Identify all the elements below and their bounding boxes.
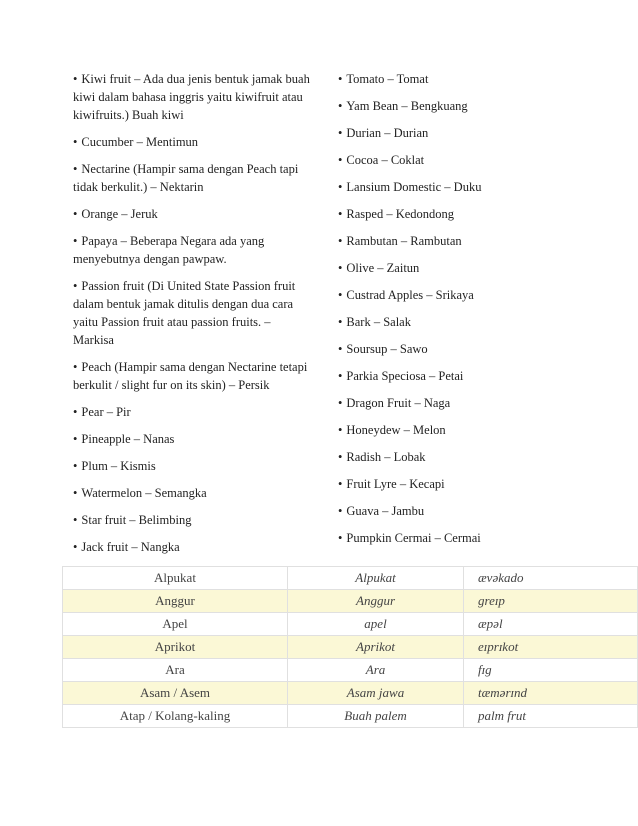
list-item-text: Honeydew – Melon [346,423,446,437]
list-item-text: Passion fruit (Di United State Passion fruit dalam bentuk jamak ditulis dengan dua cara yaitu Passion fruit atau passion fruits. – Markisa [73,279,296,347]
translation-cell: Buah palem [288,705,464,728]
list-item-text: Jack fruit – Nangka [81,540,180,554]
list-item [338,475,598,493]
indonesian-word-cell: Alpukat [63,567,288,590]
list-item-text: Bark – Salak [346,315,411,329]
indonesian-word-cell: Ara [63,659,288,682]
list-item-text: Yam Bean – Bengkuang [346,99,468,113]
left-fruit-list [73,70,313,565]
vocabulary-table [62,566,638,728]
translation-cell: Asam jawa [288,682,464,705]
bullet-icon: • [73,405,78,419]
list-item-text: Lansium Domestic – Duku [346,180,482,194]
bullet-icon: • [338,477,343,491]
list-item-text: Pineapple – Nanas [81,432,175,446]
list-item [338,421,598,439]
bullet-icon: • [73,234,78,248]
indonesian-word-cell: Anggur [63,590,288,613]
list-item [73,160,313,196]
bullet-icon: • [73,162,78,176]
bullet-icon: • [338,207,343,221]
list-item-text: Nectarine (Hampir sama dengan Peach tapi tidak berkulit.) – Nektarin [73,162,299,194]
pronunciation-cell: fɪg [464,659,638,682]
list-item [73,403,313,421]
list-item [338,259,598,277]
list-item-text: Peach (Hampir sama dengan Nectarine tetapi berkulit / slight fur on its skin) – Persik [73,360,308,392]
bullet-icon: • [338,261,343,275]
list-item-text: Radish – Lobak [346,450,426,464]
bullet-icon: • [73,72,78,86]
list-item [338,124,598,142]
bullet-icon: • [73,207,78,221]
list-item-text: Parkia Speciosa – Petai [346,369,464,383]
list-item-text: Guava – Jambu [346,504,425,518]
list-item [338,97,598,115]
list-item [338,394,598,412]
list-item [73,70,313,124]
list-item-text: Durian – Durian [346,126,429,140]
bullet-icon: • [338,72,343,86]
list-item-text: Papaya – Beberapa Negara ada yang menyebutnya dengan pawpaw. [73,234,265,266]
list-item [73,205,313,223]
translation-cell: Anggur [288,590,464,613]
vocabulary-table-body [63,567,638,728]
bullet-icon: • [338,315,343,329]
bullet-icon: • [338,126,343,140]
list-item-text: Tomato – Tomat [346,72,429,86]
bullet-icon: • [338,531,343,545]
bullet-icon: • [338,153,343,167]
list-item [338,529,598,547]
indonesian-word-cell: Asam / Asem [63,682,288,705]
list-item-text: Fruit Lyre – Kecapi [346,477,445,491]
list-item [338,70,598,88]
bullet-icon: • [73,513,78,527]
table-row [63,613,638,636]
bullet-icon: • [73,459,78,473]
translation-cell: apel [288,613,464,636]
bullet-icon: • [338,504,343,518]
table-row [63,590,638,613]
bullet-icon: • [338,180,343,194]
table-row [63,705,638,728]
bullet-icon: • [73,540,78,554]
table-row [63,636,638,659]
list-item [338,367,598,385]
bullet-icon: • [338,396,343,410]
bullet-icon: • [338,99,343,113]
bullet-icon: • [338,450,343,464]
list-item [73,358,313,394]
list-item [338,232,598,250]
list-item-text: Orange – Jeruk [81,207,158,221]
bullet-icon: • [73,279,78,293]
bullet-icon: • [338,423,343,437]
list-item [73,538,313,556]
list-item-text: Soursup – Sawo [346,342,428,356]
list-item-text: Kiwi fruit – Ada dua jenis bentuk jamak buah kiwi dalam bahasa inggris yaitu kiwifruit atau kiwifruits.) Buah kiwi [73,72,310,122]
list-item [338,205,598,223]
list-item-text: Watermelon – Semangka [81,486,207,500]
list-item-text: Dragon Fruit – Naga [346,396,451,410]
list-item [338,502,598,520]
indonesian-word-cell: Apel [63,613,288,636]
list-item-text: Plum – Kismis [81,459,156,473]
list-item [338,151,598,169]
list-item [73,277,313,349]
list-item-text: Custrad Apples – Srikaya [346,288,474,302]
list-item [73,484,313,502]
list-item [73,457,313,475]
list-item [73,232,313,268]
translation-cell: Aprikot [288,636,464,659]
indonesian-word-cell: Atap / Kolang-kaling [63,705,288,728]
list-item [338,448,598,466]
list-item [338,313,598,331]
bullet-icon: • [338,288,343,302]
list-item-text: Cocoa – Coklat [346,153,425,167]
pronunciation-cell: æpəl [464,613,638,636]
pronunciation-cell: palm frut [464,705,638,728]
list-item-text: Star fruit – Belimbing [81,513,192,527]
bullet-icon: • [73,432,78,446]
bullet-icon: • [338,234,343,248]
list-item [73,133,313,151]
list-item-text: Rasped – Kedondong [346,207,455,221]
pronunciation-cell: eɪprɪkot [464,636,638,659]
list-item-text: Rambutan – Rambutan [346,234,462,248]
table-row [63,659,638,682]
bullet-icon: • [338,369,343,383]
table-row [63,567,638,590]
list-item-text: Pumpkin Cermai – Cermai [346,531,481,545]
list-item-text: Cucumber – Mentimun [81,135,199,149]
bullet-icon: • [338,342,343,356]
translation-cell: Alpukat [288,567,464,590]
pronunciation-cell: greɪp [464,590,638,613]
pronunciation-cell: tæmərɪnd [464,682,638,705]
right-fruit-list [338,70,598,556]
table-row [63,682,638,705]
bullet-icon: • [73,135,78,149]
list-item-text: Pear – Pir [81,405,131,419]
bullet-icon: • [73,360,78,374]
indonesian-word-cell: Aprikot [63,636,288,659]
pronunciation-cell: ævəkado [464,567,638,590]
translation-cell: Ara [288,659,464,682]
list-item [73,430,313,448]
list-item [73,511,313,529]
list-item-text: Olive – Zaitun [346,261,420,275]
list-item [338,286,598,304]
bullet-icon: • [73,486,78,500]
list-item [338,340,598,358]
list-item [338,178,598,196]
